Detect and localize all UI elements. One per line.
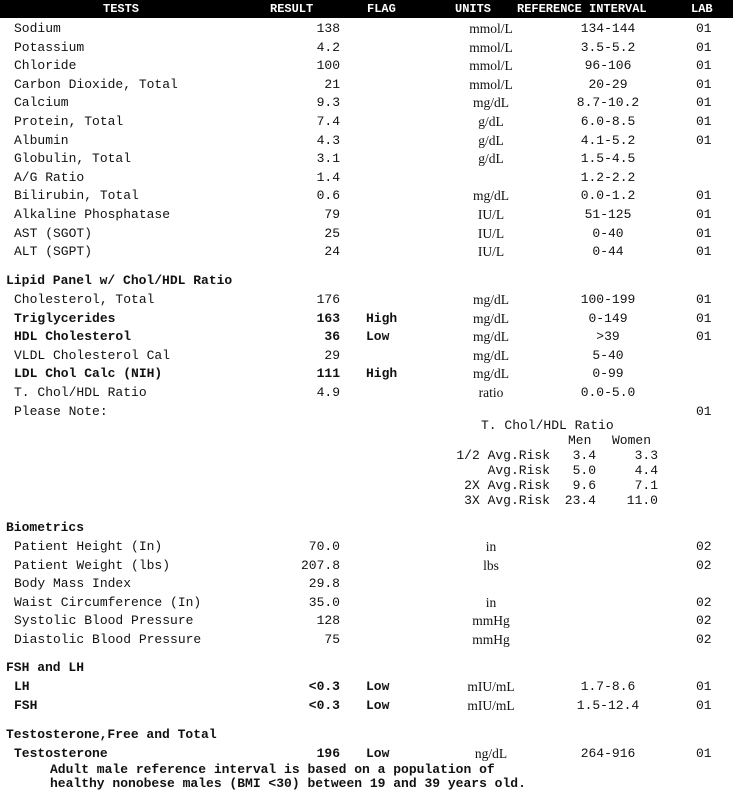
result-value: 138 xyxy=(316,21,340,36)
units: mg/dL xyxy=(473,329,509,345)
test-name: LH xyxy=(14,679,30,694)
units: mmol/L xyxy=(469,39,513,55)
table-row xyxy=(0,225,733,243)
lab-code: 01 xyxy=(696,329,712,345)
result-value: 75 xyxy=(324,632,340,647)
risk-row-women: 7.1 xyxy=(634,478,658,493)
reference-interval: 1.5-4.5 xyxy=(580,151,636,167)
units: mg/dL xyxy=(473,347,509,363)
header-units: UNITS xyxy=(455,2,492,16)
risk-row-men: 3.4 xyxy=(572,448,596,463)
test-name: Patient Height (In) xyxy=(14,539,163,554)
units: ratio xyxy=(478,385,504,400)
lab-code: 01 xyxy=(696,292,712,307)
result-value: 21 xyxy=(324,76,340,92)
table-row xyxy=(0,384,733,402)
result-value: 196 xyxy=(316,746,340,761)
units: mg/dL xyxy=(473,310,509,326)
reference-interval: 4.1-5.2 xyxy=(580,132,636,148)
reference-interval: 6.0-8.5 xyxy=(580,114,636,129)
units: mIU/mL xyxy=(467,679,515,694)
table-row xyxy=(0,76,733,94)
test-name: Please Note: xyxy=(14,403,108,419)
units: g/dL xyxy=(478,151,504,167)
reference-interval: 3.5-5.2 xyxy=(580,39,636,55)
test-name: Carbon Dioxide, Total xyxy=(14,76,178,92)
lab-code: 02 xyxy=(696,557,712,573)
table-row xyxy=(0,39,733,57)
section-title-testosterone: Testosterone,Free and Total xyxy=(6,727,217,742)
table-row xyxy=(0,403,733,421)
table-row xyxy=(0,243,733,261)
reference-interval: 96-106 xyxy=(584,58,632,74)
units: mg/dL xyxy=(473,292,509,307)
result-value: 207.8 xyxy=(300,557,340,573)
test-name: A/G Ratio xyxy=(14,169,85,185)
units: mmol/L xyxy=(469,21,513,36)
test-name: Protein, Total xyxy=(14,114,124,129)
test-name: Cholesterol, Total xyxy=(14,292,155,307)
result-value: <0.3 xyxy=(308,697,340,713)
lab-code: 01 xyxy=(696,188,712,204)
risk-row-men: 5.0 xyxy=(572,463,596,478)
header-flag: FLAG xyxy=(367,2,396,16)
units: mmol/L xyxy=(469,58,513,74)
risk-col-men: Men xyxy=(568,433,592,448)
test-name: Bilirubin, Total xyxy=(14,188,139,204)
reference-interval: 1.2-2.2 xyxy=(580,169,636,185)
reference-interval: 264-916 xyxy=(580,746,636,761)
test-name: Waist Circumference (In) xyxy=(14,594,202,610)
reference-interval: 0-40 xyxy=(592,225,624,241)
units: lbs xyxy=(483,557,499,573)
reference-interval: 0-44 xyxy=(592,244,624,260)
flag: High xyxy=(366,310,398,326)
header-lab: LAB xyxy=(691,2,713,16)
lab-code: 01 xyxy=(696,39,712,55)
table-row xyxy=(0,347,733,365)
units: mg/dL xyxy=(473,95,509,111)
lab-code: 01 xyxy=(696,207,712,222)
lab-code: 01 xyxy=(696,58,712,74)
table-row xyxy=(0,575,733,593)
result-value: 9.3 xyxy=(316,95,340,111)
flag: Low xyxy=(366,697,390,713)
lab-code: 01 xyxy=(696,679,712,694)
risk-row-men: 23.4 xyxy=(564,493,596,508)
reference-interval: 0.0-1.2 xyxy=(580,188,636,204)
risk-row-women: 11.0 xyxy=(626,493,658,508)
table-row xyxy=(0,594,733,612)
result-value: 128 xyxy=(316,613,340,629)
test-name: Albumin xyxy=(14,132,69,148)
table-row xyxy=(0,132,733,150)
risk-row-label: 1/2 Avg.Risk xyxy=(456,448,550,463)
test-name: HDL Cholesterol xyxy=(14,329,132,345)
table-row xyxy=(0,328,733,346)
result-value: 1.4 xyxy=(316,169,340,185)
result-value: 163 xyxy=(316,310,340,326)
test-name: Potassium xyxy=(14,39,85,55)
units: g/dL xyxy=(478,132,504,148)
reference-interval: 0-149 xyxy=(588,310,628,326)
units: ng/dL xyxy=(474,746,508,761)
table-row xyxy=(0,365,733,383)
table-header xyxy=(0,0,733,18)
result-value: 29.8 xyxy=(308,576,340,592)
units: mg/dL xyxy=(473,366,509,382)
table-row xyxy=(0,113,733,131)
result-value: 7.4 xyxy=(316,114,340,129)
test-name: Diastolic Blood Pressure xyxy=(14,632,202,647)
units: mmHg xyxy=(472,613,510,629)
flag: Low xyxy=(366,679,390,694)
table-row xyxy=(0,206,733,224)
table-row xyxy=(0,697,733,715)
table-row xyxy=(0,678,733,696)
test-name: Sodium xyxy=(14,21,61,36)
reference-interval: 134-144 xyxy=(580,21,636,36)
lab-code: 01 xyxy=(696,114,712,129)
units: IU/L xyxy=(477,244,505,260)
result-value: 35.0 xyxy=(308,594,340,610)
units: mmol/L xyxy=(469,76,513,92)
test-name: ALT (SGPT) xyxy=(14,244,93,260)
lab-code: 01 xyxy=(696,95,712,111)
result-value: 176 xyxy=(316,292,340,307)
test-name: AST (SGOT) xyxy=(14,225,93,241)
lab-code: 01 xyxy=(696,403,712,419)
reference-interval: >39 xyxy=(596,329,620,345)
table-row xyxy=(0,169,733,187)
result-value: 25 xyxy=(324,225,340,241)
table-row xyxy=(0,745,733,763)
table-row xyxy=(0,94,733,112)
reference-interval: 100-199 xyxy=(580,292,636,307)
risk-row-women: 4.4 xyxy=(634,463,658,478)
table-row xyxy=(0,612,733,630)
test-name: T. Chol/HDL Ratio xyxy=(14,385,147,400)
test-name: Calcium xyxy=(14,95,69,111)
lab-code: 02 xyxy=(696,539,712,554)
table-row xyxy=(0,291,733,309)
units: mg/dL xyxy=(473,188,509,204)
flag: Low xyxy=(366,329,390,345)
test-name: FSH xyxy=(14,697,38,713)
units: in xyxy=(485,594,497,610)
reference-interval: 0.0-5.0 xyxy=(580,385,636,400)
result-value: 36 xyxy=(324,329,340,345)
section-title-lipid: Lipid Panel w/ Chol/HDL Ratio xyxy=(6,273,233,288)
lab-code: 02 xyxy=(696,632,712,647)
lab-code: 02 xyxy=(696,594,712,610)
result-value: 29 xyxy=(324,347,340,363)
testosterone-note: Adult male reference interval is based on a population of healthy nonobese males (BMI <30) between 19 and 39 years old. xyxy=(50,762,526,791)
header-tests: TESTS xyxy=(103,2,140,16)
test-name: Systolic Blood Pressure xyxy=(14,613,194,629)
lab-code: 02 xyxy=(696,613,712,629)
reference-interval: 1.7-8.6 xyxy=(580,679,636,694)
reference-interval: 0-99 xyxy=(592,366,624,382)
units: mIU/mL xyxy=(467,697,515,713)
risk-row-men: 9.6 xyxy=(572,478,596,493)
header-result: RESULT xyxy=(270,2,314,16)
test-name: Body Mass Index xyxy=(14,576,132,592)
risk-row-label: 2X Avg.Risk xyxy=(464,478,550,493)
test-name: Alkaline Phosphatase xyxy=(14,207,171,222)
result-value: 79 xyxy=(324,207,340,222)
test-name: VLDL Cholesterol Cal xyxy=(14,347,171,363)
lab-code: 01 xyxy=(696,132,712,148)
risk-col-women: Women xyxy=(612,433,652,448)
risk-row-label: Avg.Risk xyxy=(487,463,550,478)
reference-interval: 1.5-12.4 xyxy=(576,697,640,713)
header-reference-interval: REFERENCE INTERVAL xyxy=(517,2,647,16)
lab-code: 01 xyxy=(696,225,712,241)
table-row xyxy=(0,631,733,649)
table-row xyxy=(0,20,733,38)
risk-table-title: T. Chol/HDL Ratio xyxy=(481,418,614,433)
result-value: 4.9 xyxy=(316,385,340,400)
reference-interval: 8.7-10.2 xyxy=(576,95,640,111)
units: g/dL xyxy=(478,114,504,129)
lab-code: 01 xyxy=(696,21,712,36)
table-row xyxy=(0,57,733,75)
risk-row-label: 3X Avg.Risk xyxy=(464,493,550,508)
result-value: 100 xyxy=(316,58,340,74)
table-row xyxy=(0,538,733,556)
units: mmHg xyxy=(472,632,510,647)
units: IU/L xyxy=(477,207,505,222)
reference-interval: 5-40 xyxy=(592,347,624,363)
test-name: Globulin, Total xyxy=(14,151,132,167)
units: in xyxy=(485,539,497,554)
reference-interval: 51-125 xyxy=(584,207,632,222)
test-name: Chloride xyxy=(14,58,77,74)
test-name: Triglycerides xyxy=(14,310,116,326)
section-title-biometrics: Biometrics xyxy=(6,520,85,535)
result-value: 111 xyxy=(316,366,340,382)
result-value: 4.3 xyxy=(316,132,340,148)
section-title-fsh-lh: FSH and LH xyxy=(6,660,85,675)
flag: High xyxy=(366,366,398,382)
table-row xyxy=(0,310,733,328)
table-row xyxy=(0,187,733,205)
reference-interval: 20-29 xyxy=(588,76,628,92)
lab-code: 01 xyxy=(696,76,712,92)
lab-code: 01 xyxy=(696,697,712,713)
risk-row-women: 3.3 xyxy=(634,448,658,463)
result-value: 24 xyxy=(324,244,340,260)
test-name: Testosterone xyxy=(14,746,108,761)
test-name: Patient Weight (lbs) xyxy=(14,557,171,573)
result-value: 3.1 xyxy=(316,151,340,167)
result-value: 4.2 xyxy=(316,39,340,55)
result-value: 0.6 xyxy=(316,188,340,204)
lab-code: 01 xyxy=(696,244,712,260)
table-row xyxy=(0,557,733,575)
test-name: LDL Chol Calc (NIH) xyxy=(14,366,163,382)
result-value: <0.3 xyxy=(308,679,340,694)
flag: Low xyxy=(366,746,390,761)
lab-code: 01 xyxy=(696,746,712,761)
lab-code: 01 xyxy=(696,310,712,326)
table-row xyxy=(0,150,733,168)
units: IU/L xyxy=(477,225,505,241)
result-value: 70.0 xyxy=(308,539,340,554)
